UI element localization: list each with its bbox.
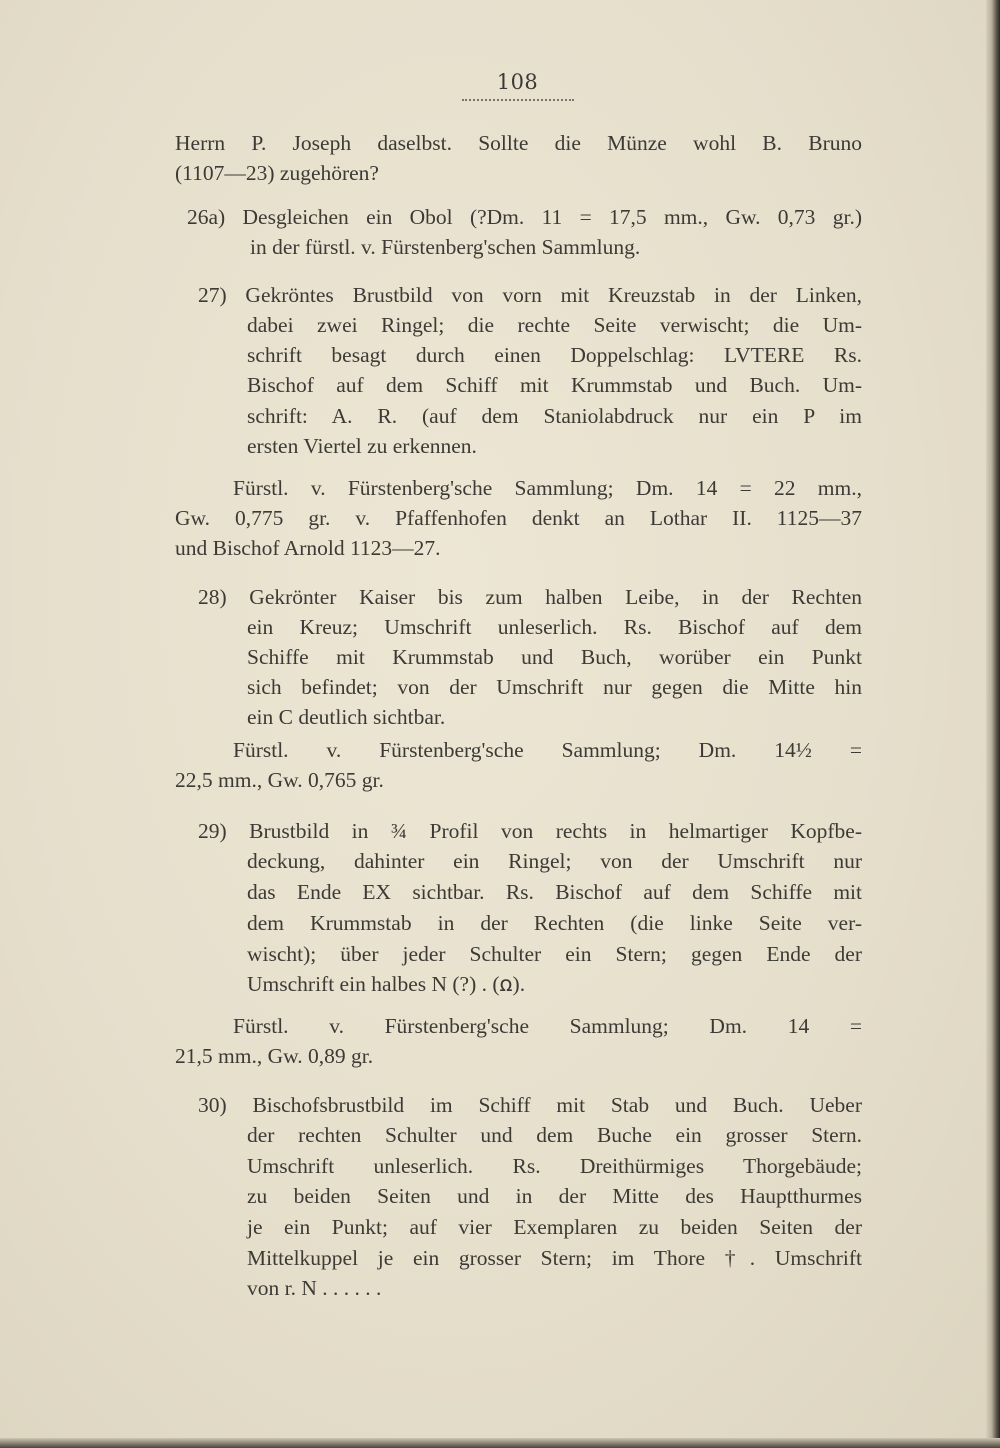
text-line: ersten Viertel zu erkennen.: [247, 434, 477, 458]
text-line: ein C deutlich sichtbar.: [247, 705, 446, 729]
text-line: sich befindet; von der Umschrift nur gegen die Mitte hin: [247, 675, 862, 699]
text-line: 28) Gekrönter Kaiser bis zum halben Leibe, in der Rechten: [198, 585, 862, 609]
text-line: Bischof auf dem Schiff mit Krummstab und Buch. Um-: [247, 373, 862, 397]
text-line: deckung, dahinter ein Ringel; von der Umschrift nur: [247, 849, 862, 873]
page-edge-shadow: [986, 0, 1000, 1448]
text-line: schrift besagt durch einen Doppelschlag: LVTERE Rs.: [247, 343, 862, 367]
text-line: Mittelkuppel je ein grosser Stern; im Thore †. Umschrift: [247, 1246, 862, 1270]
text-line: 29) Brustbild in ¾ Profil von rechts in helmartiger Kopfbe-: [198, 819, 862, 843]
text-line: und Bischof Arnold 1123—27.: [175, 536, 441, 560]
text-line: Fürstl. v. Fürstenberg'sche Sammlung; Dm. 14 =: [233, 1014, 862, 1038]
page-number: 108: [496, 70, 539, 94]
page-number-rule: [462, 99, 574, 101]
text-line: Fürstl. v. Fürstenberg'sche Sammlung; Dm. 14 = 22 mm.,: [233, 476, 862, 500]
text-line: je ein Punkt; auf vier Exemplaren zu beiden Seiten der: [247, 1215, 862, 1239]
text-line: das Ende EX sichtbar. Rs. Bischof auf dem Schiffe mit: [247, 880, 862, 904]
text-line: 26a) Desgleichen ein Obol (?Dm. 11 = 17,5 mm., Gw. 0,73 gr.): [187, 205, 862, 229]
page-bottom-edge: [0, 1438, 1000, 1448]
text-line: Schiffe mit Krummstab und Buch, worüber ein Punkt: [247, 645, 862, 669]
text-line: wischt); über jeder Schulter ein Stern; gegen Ende der: [247, 942, 862, 966]
text-line: 21,5 mm., Gw. 0,89 gr.: [175, 1044, 374, 1068]
text-line: Fürstl. v. Fürstenberg'sche Sammlung; Dm. 14½ =: [233, 738, 862, 762]
text-line: 22,5 mm., Gw. 0,765 gr.: [175, 768, 384, 792]
text-line: dabei zwei Ringel; die rechte Seite verwischt; die Um-: [247, 313, 862, 337]
text-line: Gw. 0,775 gr. v. Pfaffenhofen denkt an Lothar II. 1125—37: [175, 506, 862, 530]
text-line: zu beiden Seiten und in der Mitte des Hauptthurmes: [247, 1184, 862, 1208]
text-line: Herrn P. Joseph daselbst. Sollte die Münze wohl B. Bruno: [175, 131, 862, 155]
text-line: von r. N . . . . . .: [247, 1276, 382, 1300]
text-line: der rechten Schulter und dem Buche ein grosser Stern.: [247, 1123, 862, 1147]
text-line: Umschrift ein halbes N (?) . (ꭥ).: [247, 972, 526, 996]
text-line: Umschrift unleserlich. Rs. Dreithürmiges Thorgebäude;: [247, 1154, 862, 1178]
text-line: ein Kreuz; Umschrift unleserlich. Rs. Bischof auf dem: [247, 615, 862, 639]
text-line: schrift: A. R. (auf dem Staniolabdruck nur ein P im: [247, 404, 862, 428]
text-line: 30) Bischofsbrustbild im Schiff mit Stab und Buch. Ueber: [198, 1093, 862, 1117]
text-line: 27) Gekröntes Brustbild von vorn mit Kreuzstab in der Linken,: [198, 283, 862, 307]
text-line: dem Krummstab in der Rechten (die linke Seite ver-: [247, 911, 862, 935]
text-line: (1107—23) zugehören?: [175, 161, 379, 185]
text-line: in der fürstl. v. Fürstenberg'schen Sammlung.: [250, 235, 641, 259]
